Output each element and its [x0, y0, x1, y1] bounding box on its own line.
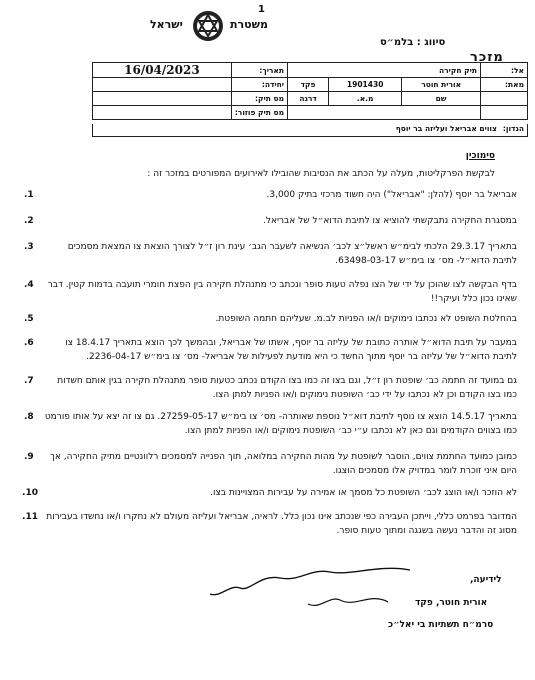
unit-label: יחידה:: [231, 78, 287, 92]
date-value: 16/04/2023: [93, 63, 232, 78]
rank-value: פקד: [288, 78, 329, 92]
list-item: לא הוזכר ו/או הוצג לכב׳ השופטת כל מסמך או אמירה על עבירות המצויינות בצו. 10.: [22, 488, 517, 498]
classification-label: סיווג : בלמ״ס: [380, 37, 446, 48]
rank-label: דרגה: [288, 92, 329, 106]
list-item: בהחלטת השופט לא נכתבו נימוקים ו/או הפניות לב.מ. שעליהם חתמה השופטת. 5.: [24, 314, 517, 324]
intro-text: לבקשת הפרקליטות, מעלה על הכתב את הנסיבות שהובילו לאירועים המפורטים במזכר זה :: [147, 169, 495, 179]
signer-name: אורית חוטר, פקד: [415, 598, 488, 608]
document-type-title: מזכר: [470, 50, 504, 65]
subject-value: צווים אבריאל ועליזה בר יוסף: [395, 124, 497, 133]
to-value: תיק חקירה: [288, 63, 481, 78]
list-item: גם במועד זה חתמה כב׳ שופטת רון ז״ל, וגם בצו זה כמו בצו הקודם נכתב כטעות סופר מתנהלת חקירה בגין אותם חשדות כמו בצו הקודם וכן לא נכתבו על ידי כב׳ השופטת נימוקים ו/או הפניות למתן הצו. 7.: [24, 376, 517, 400]
handwritten-signature: [180, 562, 420, 618]
case-label: מס תיק:: [231, 92, 287, 106]
list-item: בדף הבקשה לצו שהוכן על ידי של הצו נפלה טעות סופר ונכתב כי מתנהלת חקירה בין הפצת חומרי תועבה בדמות קטין. דבר שאינו נכון כלל ועיקר!! 4.: [24, 280, 517, 304]
police-emblem-icon: [190, 7, 226, 45]
section-heading: סימוכין: [465, 151, 495, 161]
list-item: בתאריך 29.3.17 הלכתי לבימ״ש ראשל״צ לכב׳ הנשיאה לשעבר הגב׳ עינת רון ז״ל לצורך הוצאת צו המצאת מסמכים לתיבת הדוא״ל- מס׳ צו בימ״ש 63498-03-17. 3.: [24, 242, 517, 266]
list-item: המדובר בפרמט כללי, וייתכן העבירה כפי שנכתב אינו נכון כלל. לראיה, אבריאל ועליזה מעולם לא נחקרו ו/או נחשדו בעבירות מסוג זה והדבר נעשה בשגגה ומתוך טעות סופר. 11.: [22, 512, 517, 536]
date-label: תאריך:: [231, 63, 287, 78]
header-table: [92, 62, 528, 120]
id-label: מ.א.: [329, 92, 402, 106]
case-value: [93, 92, 232, 106]
for-info-label: לידיעה,: [470, 575, 502, 585]
signer-role: סרמ״ח תשתיות בי יאל״כ: [388, 620, 494, 630]
from-label: מאת:: [481, 78, 528, 92]
list-item: כמובן כמועד החתמת צווים, הוסבר לשופטת על מהות החקירה במלואה, תוך הפנייה למסמכים רלוונטיים מתיק החקירה, אך היום איני זוכרת לומר במדויק אלו מסמכים הוצגו. 9.: [24, 452, 517, 476]
page-number: 1: [258, 4, 265, 15]
list-item: במסגרת החקירה נתבקשתי להוציא צו לתיבת הדוא״ל של אבריאל. 2.: [24, 216, 517, 226]
badge-number: 1901430: [329, 78, 402, 92]
org-police-label: משטרת: [230, 18, 268, 31]
name-label: שם: [402, 92, 481, 106]
list-item: אבריאל בר יוסף (להלן: "אבריאל") היה חשוד מרכזי בתיק 3,000. 1.: [24, 190, 517, 200]
org-israel-label: ישראל: [150, 18, 183, 31]
subject-label: הנדון:: [502, 124, 524, 133]
unit-value: [93, 78, 232, 92]
list-item: במעבר על תיבת הדוא״ל אותרה כתובת של עליזה בר יוסף, אשתו של אבריאל, ובהמשך לכך הוצא בתאריך 18.4.17 צו לתיבת הדוא״ל של עליזה בר יוסף מתוך החשד כי היא מודעת לפעילות של אבריאל- מס׳ צו בימ״ש 2236-04-17. 6.: [24, 338, 517, 362]
to-label: אל:: [481, 63, 528, 78]
pod-label: מס תיק פוזור:: [231, 106, 287, 120]
list-item: בתאריך 14.5.17 הוצא צו נוסף לתיבת דוא״ל נוספת שאותרה- מס׳ צו בימ״ש 27259-05-17. גם צו זה יצא על אותו פורמט כמו בצווים הקודמים וגם כאן לא נכתבו ע״י כב׳ השופטת נימוקים ו/או הפניות למתן הצו. 8.: [24, 412, 517, 436]
from-name: אורית חוטר: [402, 78, 481, 92]
subject-row: [92, 124, 528, 137]
pod-value: [93, 106, 232, 120]
